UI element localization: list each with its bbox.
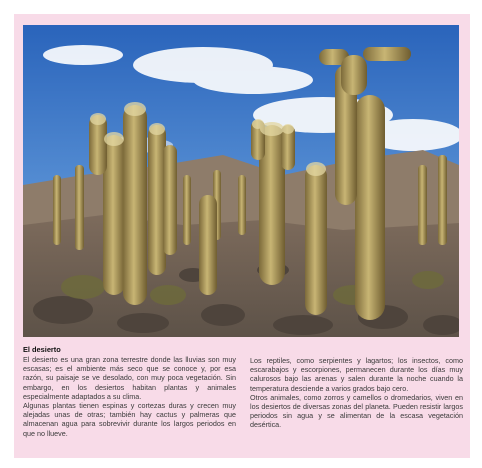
article-column-right (250, 356, 463, 430)
cactus-desert-photo (23, 25, 459, 337)
content-card (14, 14, 470, 458)
paragraph: El desierto es una gran zona terrestre donde las lluvias son muy escasas; es el ambiente más seco que se conoce y, por esa razón, su paisaje se ve desolado, con muy poca vegetación. Sin embargo, en los desiertos habitan plantas y animales especialmente adaptados a su clima. (23, 355, 236, 401)
photo-illustration (23, 25, 459, 337)
paragraph: Algunas plantas tienen espinas y cortezas duras y crecen muy alejadas unas de otras; también hay cactus y palmeras que almacenan agua para sobrevivir durante los largos periodos en que no llueve. (23, 401, 236, 438)
article (23, 345, 463, 438)
paragraph: Los reptiles, como serpientes y lagartos; los insectos, como escarabajos y escorpiones, permanecen durante los días muy calurosos bajo las arenas y salen durante la noche cuando la temperatura desciende a varios grados bajo cero. (250, 356, 463, 393)
article-heading: El desierto (23, 345, 61, 354)
article-column-left (23, 355, 236, 438)
paragraph: Otros animales, como zorros y camellos o dromedarios, viven en los desiertos de diversas zonas del planeta. Pueden resistir largos periodos sin agua y se alimentan de la escasa vegetación desértica. (250, 392, 463, 430)
